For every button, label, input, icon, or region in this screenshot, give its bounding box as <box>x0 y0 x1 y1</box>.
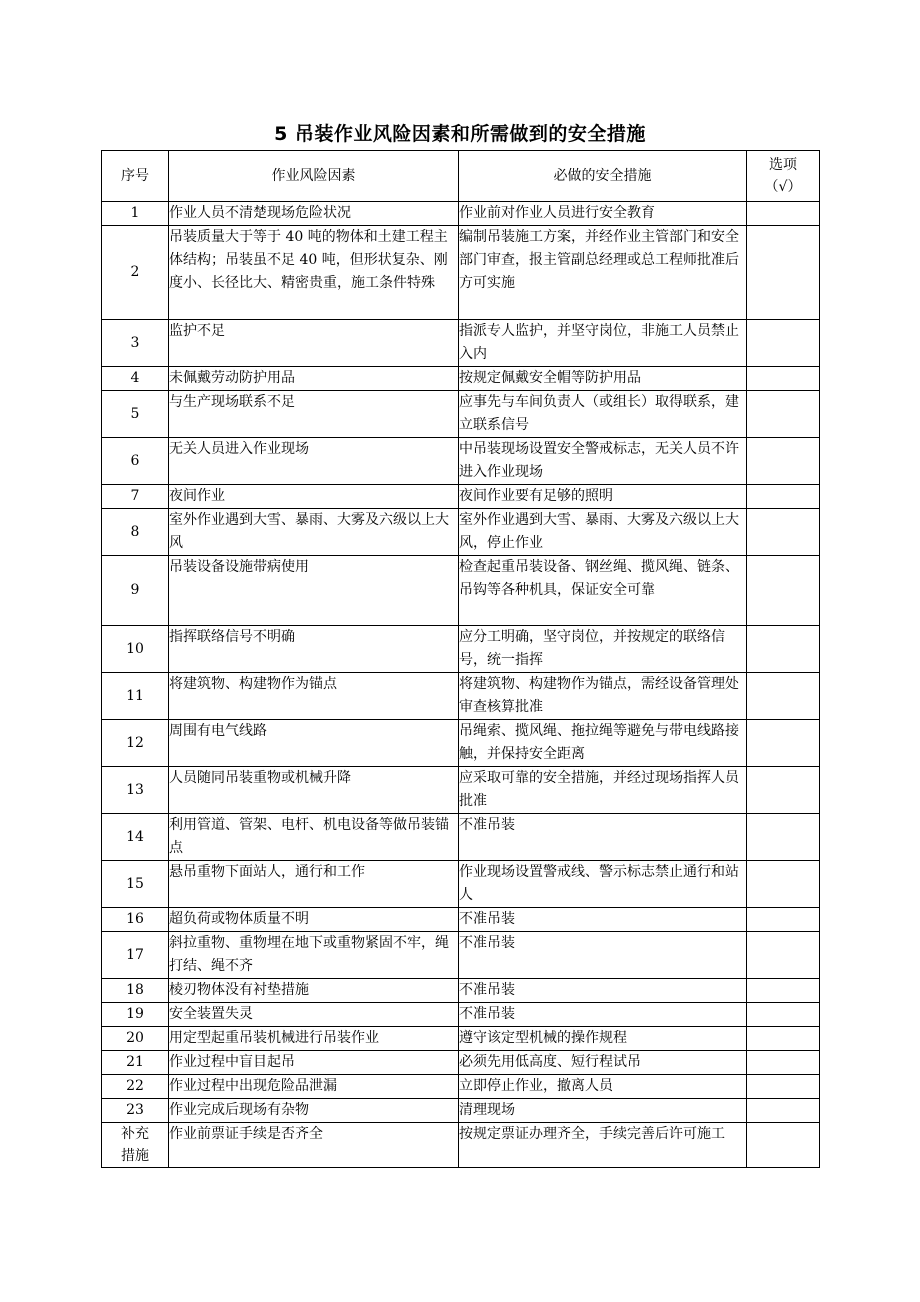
risk-factor-cell: 用定型起重吊装机械进行吊装作业 <box>169 1027 459 1051</box>
row-number-cell: 4 <box>102 367 169 391</box>
table-row <box>102 673 820 720</box>
table-row-supplement <box>102 1123 820 1168</box>
supplement-risk-cell: 作业前票证手续是否齐全 <box>169 1123 459 1168</box>
option-check-cell[interactable] <box>747 391 820 438</box>
option-check-cell[interactable] <box>747 438 820 485</box>
risk-factor-cell: 作业人员不清楚现场危险状况 <box>169 202 459 226</box>
safety-measure-cell: 遵守该定型机械的操作规程 <box>459 1027 747 1051</box>
header-option-line1: 选项 <box>769 157 797 173</box>
row-number-cell: 9 <box>102 556 169 626</box>
option-check-cell[interactable] <box>747 908 820 932</box>
option-check-cell[interactable] <box>747 1099 820 1123</box>
table-row <box>102 556 820 626</box>
option-check-cell[interactable] <box>747 1027 820 1051</box>
safety-measure-cell: 必须先用低高度、短行程试吊 <box>459 1051 747 1075</box>
table-header-row <box>102 151 820 202</box>
table-row <box>102 626 820 673</box>
risk-factor-cell: 作业过程中出现危险品泄漏 <box>169 1075 459 1099</box>
row-number-cell: 3 <box>102 320 169 367</box>
risk-factor-cell: 利用管道、管架、电杆、机电设备等做吊装锚点 <box>169 814 459 861</box>
risk-factor-cell: 超负荷或物体质量不明 <box>169 908 459 932</box>
safety-measure-cell: 检查起重吊装设备、钢丝绳、揽风绳、链条、吊钩等各种机具，保证安全可靠 <box>459 556 747 626</box>
table-row <box>102 767 820 814</box>
header-option <box>747 151 820 202</box>
option-check-cell[interactable] <box>747 202 820 226</box>
row-number-cell: 17 <box>102 932 169 979</box>
table-row <box>102 438 820 485</box>
supplement-option-cell[interactable] <box>747 1123 820 1168</box>
option-check-cell[interactable] <box>747 673 820 720</box>
row-number-cell: 23 <box>102 1099 169 1123</box>
option-check-cell[interactable] <box>747 320 820 367</box>
risk-factor-cell: 吊装设备设施带病使用 <box>169 556 459 626</box>
row-number-cell: 2 <box>102 226 169 320</box>
row-number-cell: 21 <box>102 1051 169 1075</box>
option-check-cell[interactable] <box>747 485 820 509</box>
option-check-cell[interactable] <box>747 1051 820 1075</box>
table-row <box>102 226 820 320</box>
risk-measure-table <box>101 150 820 1168</box>
supplement-label-line2: 措施 <box>121 1148 149 1164</box>
table-row <box>102 485 820 509</box>
safety-measure-cell: 应事先与车间负责人（或组长）取得联系，建立联系信号 <box>459 391 747 438</box>
header-no: 序号 <box>102 151 169 202</box>
option-check-cell[interactable] <box>747 367 820 391</box>
risk-factor-cell: 监护不足 <box>169 320 459 367</box>
safety-measure-cell: 应分工明确，坚守岗位，并按规定的联络信号，统一指挥 <box>459 626 747 673</box>
option-check-cell[interactable] <box>747 1075 820 1099</box>
risk-factor-cell: 室外作业遇到大雪、暴雨、大雾及六级以上大风 <box>169 509 459 556</box>
risk-factor-cell: 棱刃物体没有衬垫措施 <box>169 979 459 1003</box>
risk-factor-cell: 作业完成后现场有杂物 <box>169 1099 459 1123</box>
option-check-cell[interactable] <box>747 861 820 908</box>
safety-measure-cell: 中吊装现场设置安全警戒标志，无关人员不许进入作业现场 <box>459 438 747 485</box>
safety-measure-cell: 不准吊装 <box>459 814 747 861</box>
row-number-cell: 18 <box>102 979 169 1003</box>
row-number-cell: 5 <box>102 391 169 438</box>
table-row <box>102 861 820 908</box>
safety-measure-cell: 不准吊装 <box>459 932 747 979</box>
header-option-line2: （√） <box>764 179 802 195</box>
safety-measure-cell: 清理现场 <box>459 1099 747 1123</box>
safety-measure-cell: 作业前对作业人员进行安全教育 <box>459 202 747 226</box>
row-number-cell: 14 <box>102 814 169 861</box>
option-check-cell[interactable] <box>747 1003 820 1027</box>
safety-measure-cell: 编制吊装施工方案，并经作业主管部门和安全部门审查，报主管副总经理或总工程师批准后方可实施 <box>459 226 747 320</box>
supplement-label-line1: 补充 <box>121 1126 149 1142</box>
option-check-cell[interactable] <box>747 509 820 556</box>
option-check-cell[interactable] <box>747 720 820 767</box>
table-row <box>102 1075 820 1099</box>
table-row <box>102 1099 820 1123</box>
row-number-cell: 16 <box>102 908 169 932</box>
row-number-cell: 11 <box>102 673 169 720</box>
option-check-cell[interactable] <box>747 556 820 626</box>
risk-factor-cell: 未佩戴劳动防护用品 <box>169 367 459 391</box>
safety-measure-cell: 将建筑物、构建物作为锚点，需经设备管理处审查核算批准 <box>459 673 747 720</box>
risk-factor-cell: 人员随同吊装重物或机械升降 <box>169 767 459 814</box>
supplement-measure-cell: 按规定票证办理齐全，手续完善后许可施工 <box>459 1123 747 1168</box>
header-measure: 必做的安全措施 <box>459 151 747 202</box>
option-check-cell[interactable] <box>747 814 820 861</box>
table-row <box>102 908 820 932</box>
table-row <box>102 1003 820 1027</box>
risk-factor-cell: 吊装质量大于等于 40 吨的物体和土建工程主体结构；吊装虽不足 40 吨，但形状复杂、刚度小、长径比大、精密贵重，施工条件特殊 <box>169 226 459 320</box>
option-check-cell[interactable] <box>747 979 820 1003</box>
table-row <box>102 932 820 979</box>
supplement-label-cell <box>102 1123 169 1168</box>
table-row <box>102 979 820 1003</box>
safety-measure-cell: 立即停止作业，撤离人员 <box>459 1075 747 1099</box>
row-number-cell: 15 <box>102 861 169 908</box>
safety-measure-cell: 室外作业遇到大雪、暴雨、大雾及六级以上大风，停止作业 <box>459 509 747 556</box>
table-row <box>102 1027 820 1051</box>
risk-factor-cell: 周围有电气线路 <box>169 720 459 767</box>
table-row <box>102 202 820 226</box>
safety-measure-cell: 不准吊装 <box>459 979 747 1003</box>
safety-measure-cell: 按规定佩戴安全帽等防护用品 <box>459 367 747 391</box>
table-row <box>102 814 820 861</box>
safety-measure-cell: 应采取可靠的安全措施，并经过现场指挥人员批准 <box>459 767 747 814</box>
safety-measure-cell: 指派专人监护，并坚守岗位，非施工人员禁止入内 <box>459 320 747 367</box>
row-number-cell: 10 <box>102 626 169 673</box>
option-check-cell[interactable] <box>747 767 820 814</box>
option-check-cell[interactable] <box>747 626 820 673</box>
table-row <box>102 1051 820 1075</box>
table-body <box>102 202 820 1123</box>
row-number-cell: 12 <box>102 720 169 767</box>
safety-measure-cell: 吊绳索、揽风绳、拖拉绳等避免与带电线路接触，并保持安全距离 <box>459 720 747 767</box>
risk-factor-cell: 与生产现场联系不足 <box>169 391 459 438</box>
row-number-cell: 19 <box>102 1003 169 1027</box>
row-number-cell: 20 <box>102 1027 169 1051</box>
row-number-cell: 7 <box>102 485 169 509</box>
safety-measure-cell: 夜间作业要有足够的照明 <box>459 485 747 509</box>
table-row <box>102 720 820 767</box>
table-row <box>102 320 820 367</box>
safety-measure-cell: 不准吊装 <box>459 908 747 932</box>
risk-factor-cell: 将建筑物、构建物作为锚点 <box>169 673 459 720</box>
option-check-cell[interactable] <box>747 226 820 320</box>
risk-factor-cell: 作业过程中盲目起吊 <box>169 1051 459 1075</box>
safety-measure-cell: 作业现场设置警戒线、警示标志禁止通行和站人 <box>459 861 747 908</box>
row-number-cell: 1 <box>102 202 169 226</box>
row-number-cell: 13 <box>102 767 169 814</box>
option-check-cell[interactable] <box>747 932 820 979</box>
row-number-cell: 8 <box>102 509 169 556</box>
safety-measure-cell: 不准吊装 <box>459 1003 747 1027</box>
risk-factor-cell: 指挥联络信号不明确 <box>169 626 459 673</box>
document-title: 5 吊装作业风险因素和所需做到的安全措施 <box>274 123 646 145</box>
table-row <box>102 509 820 556</box>
risk-factor-cell: 安全装置失灵 <box>169 1003 459 1027</box>
risk-factor-cell: 斜拉重物、重物埋在地下或重物紧固不牢，绳打结、绳不齐 <box>169 932 459 979</box>
row-number-cell: 6 <box>102 438 169 485</box>
table-row <box>102 367 820 391</box>
table-row <box>102 391 820 438</box>
header-risk: 作业风险因素 <box>169 151 459 202</box>
row-number-cell: 22 <box>102 1075 169 1099</box>
risk-factor-cell: 悬吊重物下面站人，通行和工作 <box>169 861 459 908</box>
risk-factor-cell: 无关人员进入作业现场 <box>169 438 459 485</box>
risk-factor-cell: 夜间作业 <box>169 485 459 509</box>
